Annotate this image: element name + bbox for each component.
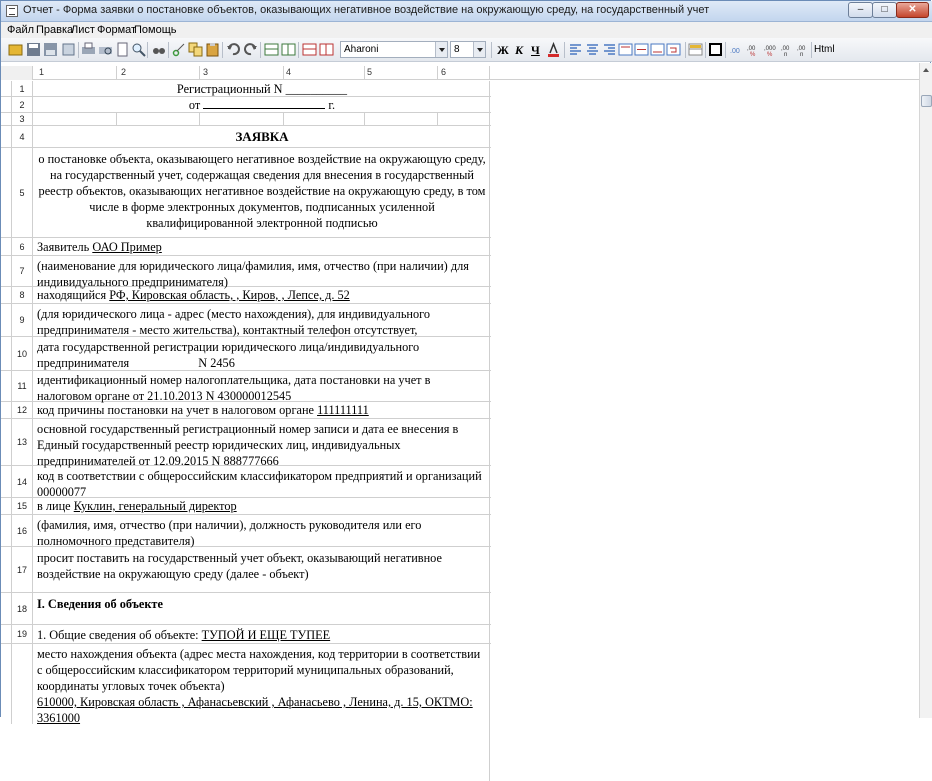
ogrn-text: основной государственный регистрационный номер записи и дата ее внесения в Единый государственный реестр юридических лиц, индивидуальных предпринимателей от 12.09.2015 N 888777666 [37,422,459,468]
print-preview-icon[interactable] [98,42,113,57]
column-divider[interactable] [199,66,200,80]
representative-hint: (фамилия, имя, отчество (при наличии), должность руководителя или его полномочного представителя) [37,518,422,548]
row-number[interactable]: 2 [11,97,33,112]
font-name-select[interactable] [340,41,448,58]
decrease-decimal-icon[interactable] [764,42,779,57]
table-row[interactable] [1,256,491,287]
font-size-select[interactable] [450,41,486,58]
table-row[interactable] [1,287,491,304]
representative-cell [35,498,489,514]
merge-cells-icon[interactable] [688,42,703,57]
window-title: Отчет - Форма заявки о постановке объектов, оказывающих негативное воздействие на окружающую среду, на государственный учет [23,4,710,16]
registration-date-suffix: г. [328,98,336,112]
border-icon[interactable] [708,42,723,57]
valign-middle-icon[interactable] [634,42,649,57]
row-number[interactable]: 3 [11,113,33,125]
object-general-cell [35,625,489,643]
maximize-button[interactable]: □ [872,2,897,18]
save-as-icon[interactable] [43,42,58,57]
table-row[interactable] [1,644,491,724]
table-row[interactable] [1,371,491,402]
wrap-text-icon[interactable] [666,42,681,57]
increase-decimal-icon[interactable] [747,42,762,57]
svg-text:.00: .00 [730,48,740,55]
svg-text:,00: ,00 [781,46,790,52]
zoom-icon[interactable] [131,42,146,57]
row-number[interactable]: 11 [11,371,33,401]
registration-info-cell [35,337,489,370]
cut-icon[interactable] [172,42,187,57]
toolbar-separator [564,42,565,58]
svg-text:%: % [750,52,756,58]
close-button[interactable]: ✕ [896,2,929,18]
kpp-cell [35,402,489,418]
toolbar-separator [491,42,492,58]
registration-info-line2 [37,355,487,371]
chevron-down-icon [473,42,485,57]
table-row[interactable] [1,402,491,419]
redo-icon[interactable] [243,42,258,57]
object-general-label: 1. Общие сведения об объекте: [37,628,202,642]
applicant-cell [35,238,489,255]
row-number[interactable] [11,644,33,724]
toolbar-separator [222,42,223,58]
thousands-separator-icon[interactable] [781,42,796,57]
toolbar-separator [725,42,726,58]
row-number[interactable]: 8 [11,287,33,303]
column-header [1,66,919,80]
toolbar-separator [811,42,812,58]
table-row[interactable] [1,126,491,148]
table-row[interactable] [1,593,491,625]
insert-row-icon[interactable] [264,42,279,57]
address-cell [35,287,489,303]
toolbar-separator [147,42,148,58]
svg-text:n: n [800,52,804,58]
valign-bottom-icon[interactable] [650,42,665,57]
row-number[interactable]: 12 [11,402,33,418]
vertical-scrollbar[interactable] [919,63,932,718]
okpo-text: код в соответствии с общероссийским классификатором предприятий и организаций 00000077 [37,469,482,499]
cell-divider [283,113,284,126]
svg-text:,00: ,00 [747,46,756,52]
address-value: РФ, Кировская область, , Киров, , Лепсе, д. 52 [109,288,350,302]
table-row[interactable] [1,97,491,113]
table-row[interactable] [1,498,491,515]
save-icon[interactable] [26,42,41,57]
bold-button[interactable]: Ж [497,43,509,57]
table-row[interactable] [1,547,491,593]
row-number[interactable]: 13 [11,419,33,465]
registration-info-label: предпринимателя [37,356,130,370]
registration-info-line1: дата государственной регистрации юридического лица/индивидуального [37,340,420,354]
toolbar-separator [705,42,706,58]
request-text: просит поставить на государственный учет объект, оказывающий негативное воздействие на окружающую среду (далее - объект) [37,551,442,581]
object-general-value: ТУПОЙ И ЕЩЕ ТУПЕЕ [201,628,331,642]
column-label[interactable]: 5 [367,67,373,77]
toolbar [1,38,932,62]
column-label[interactable]: 2 [121,67,127,77]
registration-info-value: N 2456 [198,356,235,370]
find-icon[interactable] [151,42,166,57]
chevron-down-icon [435,42,447,57]
app-icon [6,5,18,17]
row-number[interactable]: 17 [11,547,33,592]
kpp-label: код причины постановки на учет в налоговом органе [37,403,318,417]
kpp-value: 111111111 [317,403,369,417]
column-divider[interactable] [116,66,117,80]
row-number[interactable]: 10 [11,337,33,370]
table-row[interactable] [1,625,491,644]
table-row[interactable] [1,466,491,498]
toolbar-separator [168,42,169,58]
number-format-icon[interactable] [729,42,744,57]
menu-help[interactable]: Помощь [134,24,177,36]
section-heading: I. Сведения об объекте [37,597,163,611]
toolbar-separator [260,42,261,58]
row-number[interactable]: 6 [11,238,33,255]
svg-text:n: n [784,52,788,58]
undo-icon[interactable] [226,42,241,57]
align-center-icon[interactable] [585,42,600,57]
menu-format[interactable]: Формат [97,24,137,36]
open-icon[interactable] [8,42,23,57]
export-icon[interactable] [61,42,76,57]
column-label[interactable]: 4 [286,67,292,77]
registration-number: Регистрационный N __________ [176,82,348,96]
table-row[interactable] [1,238,491,256]
svg-text:,000: ,000 [764,46,776,52]
row-number[interactable]: 1 [11,81,33,96]
menu-sheet[interactable]: Лист [71,24,95,36]
align-left-icon[interactable] [568,42,583,57]
column-divider[interactable] [489,66,490,80]
row-number[interactable]: 7 [11,256,33,286]
row-number[interactable]: 18 [11,593,33,624]
inn-text: идентификационный номер налогоплательщика, дата постановки на учет в налоговом органе от 21.10.2013 N 430000012545 [37,373,431,403]
font-size-value: 8 [454,44,460,55]
copy-icon[interactable] [188,42,203,57]
toolbar-separator [685,42,686,58]
title-bar [1,1,932,22]
object-location-cell [35,644,489,724]
scroll-thumb[interactable] [921,95,932,107]
table-row[interactable] [1,304,491,337]
scroll-up-icon[interactable] [921,64,932,76]
delete-column-icon[interactable] [319,42,334,57]
toolbar-separator [78,42,79,58]
document-subtitle: о постановке объекта, оказывающего негативное воздействие на окружающую среду, на государственный учет, содержащая сведения для внесения в государственный реестр объектов, оказывающих негативное воздействие на окружающую среду, в том числе в форме электронных документов, подписанных усиленной квалифицированной электронной подписью [38,152,486,230]
table-row[interactable] [1,337,491,371]
representative-value: Куклин, генеральный директор [73,499,237,513]
delete-row-icon[interactable] [302,42,317,57]
object-location-value: 610000, Кировская область , Афанасьевский , Афанасьево , Ленина, д. 15, ОКТМО: 3361000 [37,695,473,725]
object-location-text: место нахождения объекта (адрес места нахождения, код территории в соответствии с общероссийским классификатором территорий муниципальных образований, координаты угловых точек объекта) [37,647,481,693]
italic-button[interactable]: К [515,43,524,57]
registration-date-blank [203,97,325,109]
applicant-label: Заявитель [37,240,93,254]
minimize-button[interactable]: – [848,2,873,18]
paste-icon[interactable] [205,42,220,57]
cell-divider [116,113,117,126]
empty-cell [35,113,489,125]
column-divider[interactable] [283,66,284,80]
registration-date-prefix: от [188,98,201,112]
row-number[interactable]: 4 [11,126,33,147]
align-right-icon[interactable] [602,42,617,57]
applicant-hint: (наименование для юридического лица/фамилия, имя, отчество (при наличии) для индивидуального предпринимателя) [37,259,469,289]
report-sheet[interactable] [1,63,919,725]
menu-file[interactable]: Файл [7,24,35,36]
page-setup-icon[interactable] [115,42,130,57]
address-hint: (для юридического лица - адрес (место нахождения), для индивидуального предпринимателя - место жительства), контактный телефон отсутствует, [37,307,431,337]
registration-date-cell [35,97,489,112]
menu-edit[interactable]: Правка [36,24,74,36]
column-divider[interactable] [437,66,438,80]
representative-label: в лице [37,499,74,513]
applicant-value: ОАО Пример [92,240,162,254]
row-number[interactable]: 5 [11,148,33,237]
font-name-value: Aharoni [344,44,379,55]
table-row[interactable] [1,148,491,238]
address-label: находящийся [37,288,110,302]
corner-cell [1,66,33,80]
column-label[interactable]: 3 [203,67,209,77]
cell-divider [199,113,200,126]
row-number[interactable]: 19 [11,625,33,643]
table-row[interactable] [1,419,491,466]
svg-text:,00: ,00 [797,46,806,52]
row-number[interactable]: 14 [11,466,33,497]
row-number[interactable]: 16 [11,515,33,546]
table-row[interactable] [1,81,491,97]
column-label[interactable]: 6 [441,67,447,77]
table-row[interactable] [1,515,491,547]
row-number[interactable]: 9 [11,304,33,336]
column-divider[interactable] [364,66,365,80]
table-row[interactable] [1,113,491,126]
valign-top-icon[interactable] [618,42,633,57]
row-number[interactable]: 15 [11,498,33,514]
font-color-icon[interactable] [546,42,561,57]
document-title: ЗАЯВКА [235,129,289,144]
underline-button[interactable]: Ч [531,43,540,57]
insert-column-icon[interactable] [281,42,296,57]
column-label[interactable]: 1 [39,67,45,77]
html-export-button[interactable]: Html [814,44,835,55]
cell-divider [437,113,438,126]
cell-divider [364,113,365,126]
print-icon[interactable] [81,42,96,57]
toolbar-separator [298,42,299,58]
menu-bar [1,22,932,38]
currency-format-icon[interactable] [797,42,812,57]
svg-text:%: % [767,52,773,58]
